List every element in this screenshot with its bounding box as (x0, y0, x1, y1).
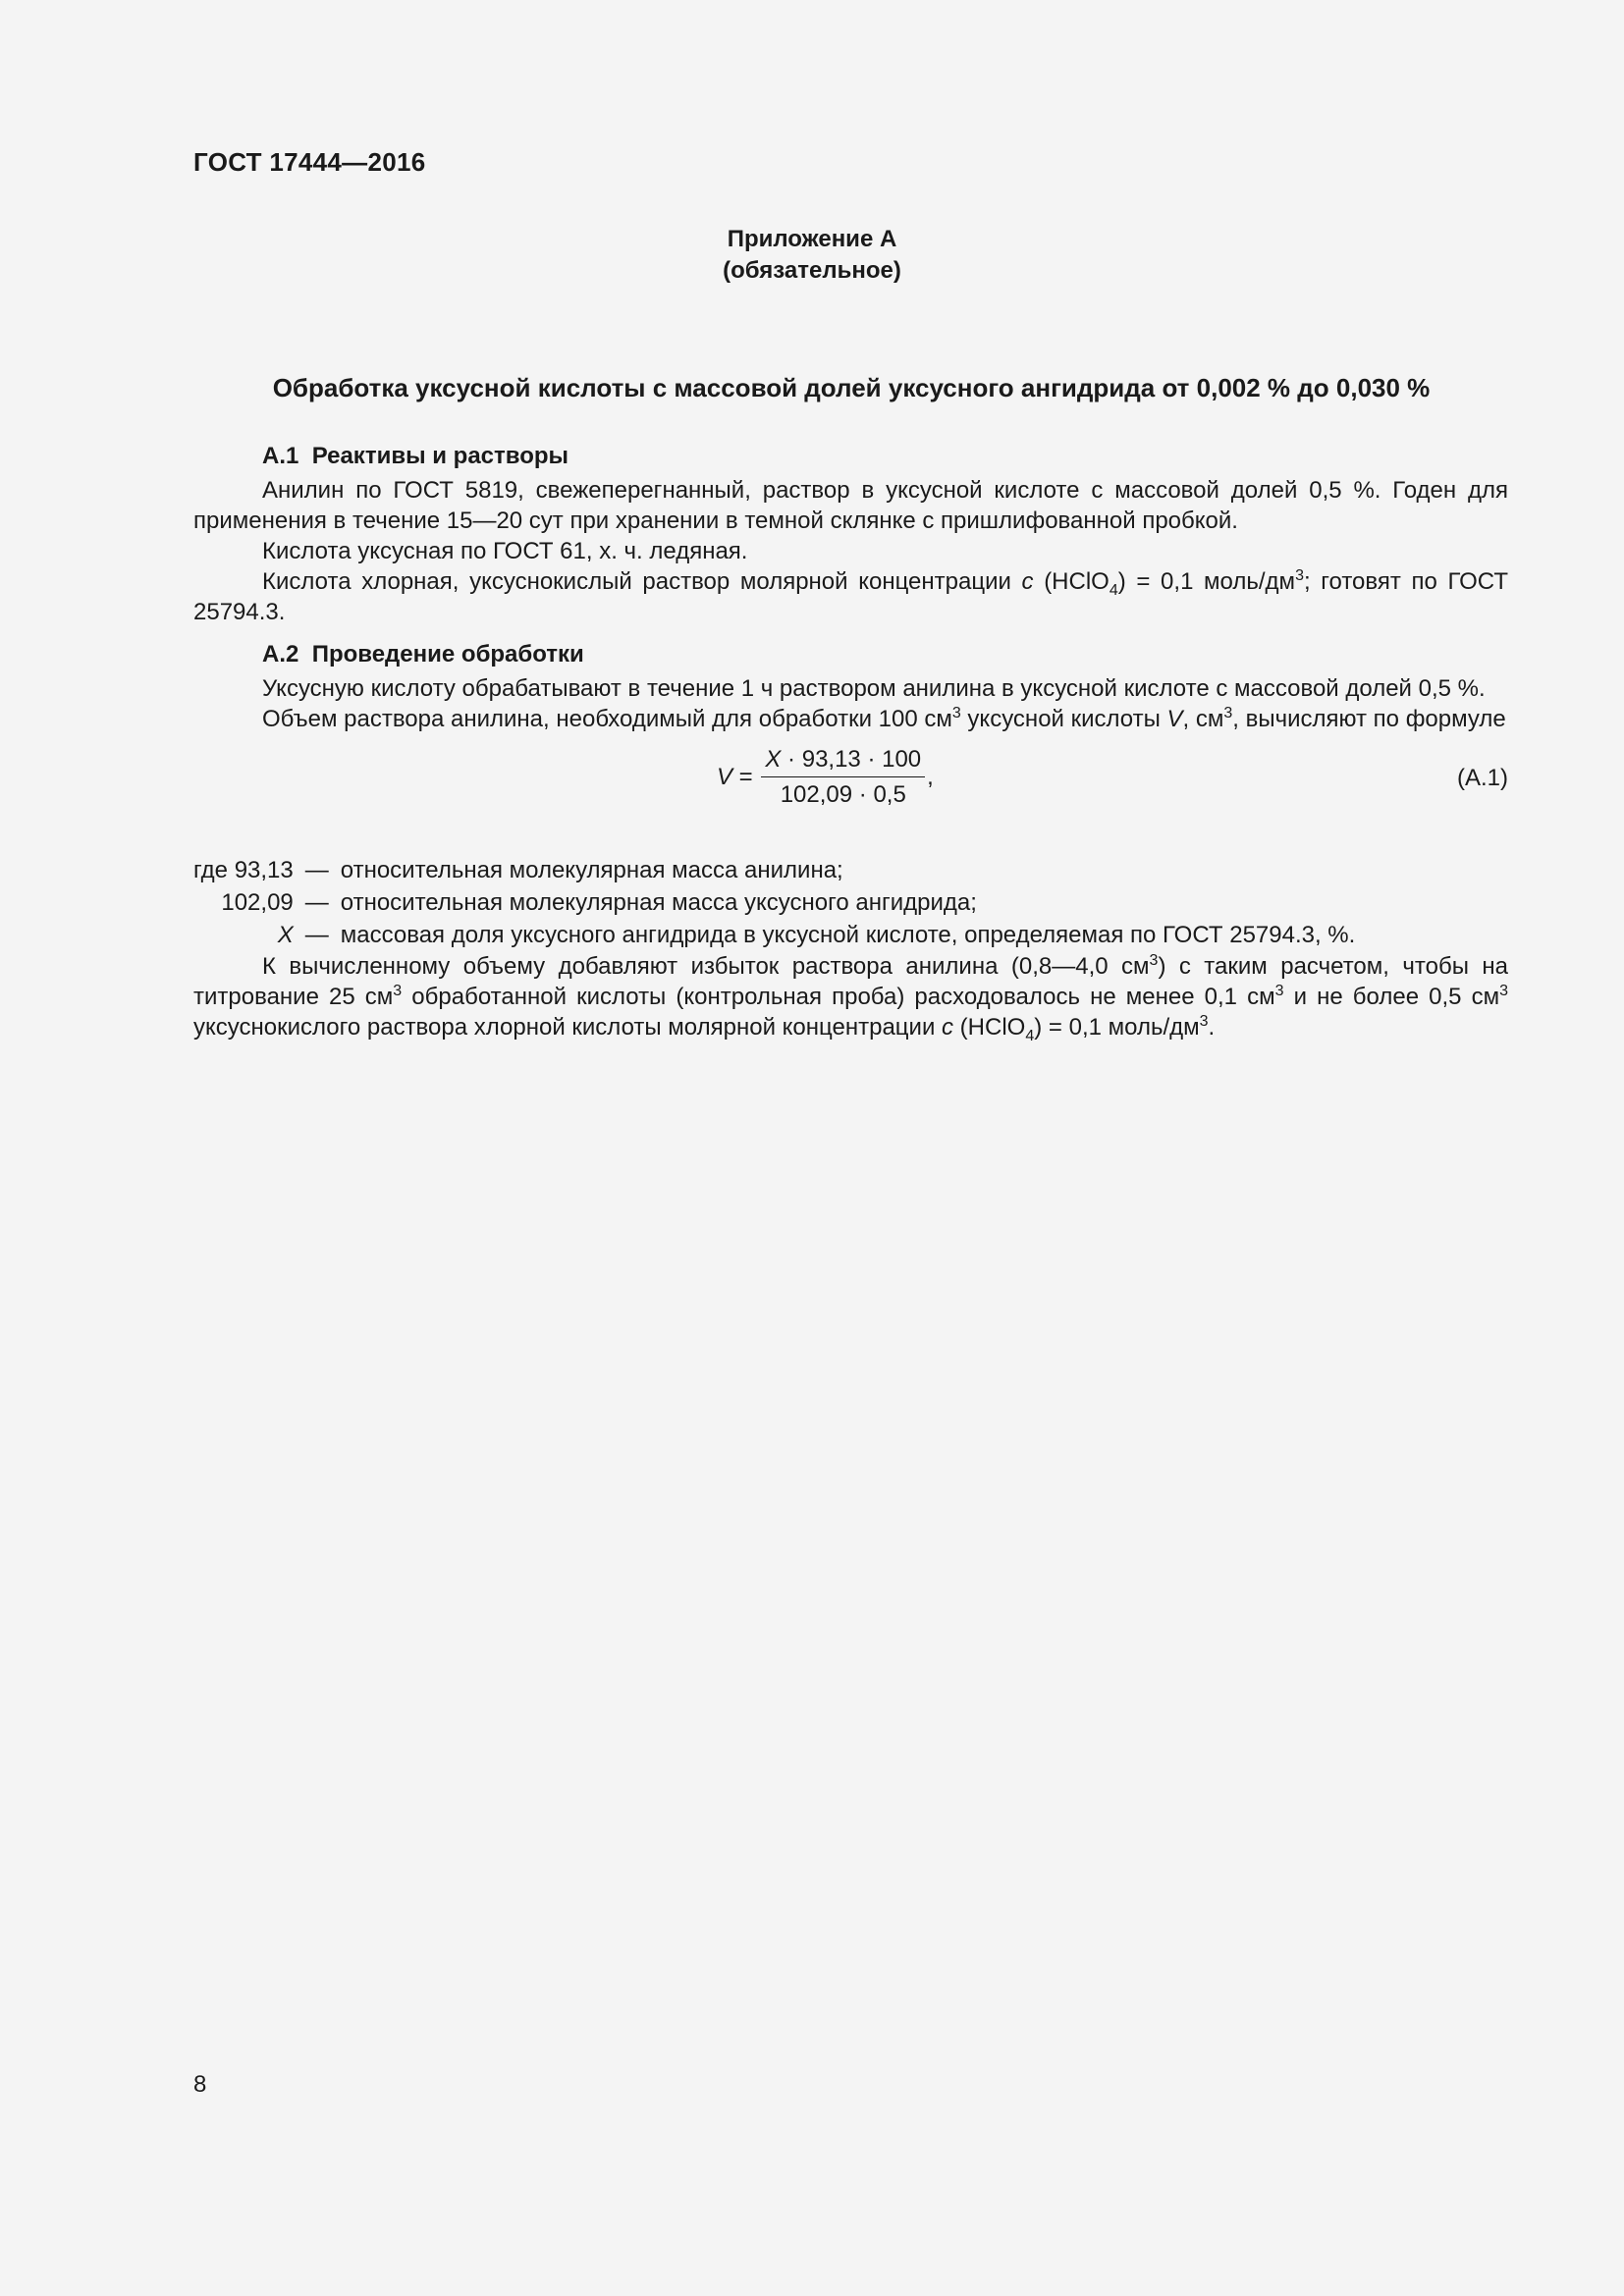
page-number: 8 (193, 2071, 207, 2098)
a2-paragraph-2: Объем раствора анилина, необходимый для обработки 100 $см^3$ уксусной кислоты V, $см^3$, вычисляют по формуле (262, 705, 1506, 732)
appendix-status: (обязательное) (723, 257, 901, 284)
formula-numerator: X · 93,13 · 100 (761, 744, 925, 777)
formula-lhs: V (717, 764, 733, 790)
formula-equals: = (732, 764, 760, 790)
formula-expression: V = $\frac{X \cdot 93,13 \cdot 100}{102,09 \cdot 0,5}$ , (717, 746, 934, 808)
where-row (193, 886, 1355, 919)
where-symbol: 102,09 (221, 889, 294, 916)
document-code: ГОСТ 17444—2016 (193, 147, 426, 177)
where-legend (193, 854, 1355, 951)
where-text: относительная молекулярная масса уксусного ангидрида; (340, 889, 977, 916)
a1-paragraph-1: Анилин по ГОСТ 5819, свежеперегнанный, раствор в уксусной кислоте с массовой долей 0,5 %. Годен для применения в течение 15—20 сут при хранении в темной склянке с пришлифованной пробкой. (193, 477, 1508, 534)
formula-fraction (761, 744, 925, 810)
where-row (193, 919, 1355, 951)
appendix-heading (0, 224, 1624, 287)
where-symbol: X (277, 922, 294, 948)
where-dash: — (304, 857, 329, 883)
section-a2-heading: А.2 Проведение обработки (262, 641, 584, 667)
where-row (193, 854, 1355, 886)
where-text: массовая доля уксусного ангидрида в уксусной кислоте, определяемая по ГОСТ 25794.3, %. (340, 922, 1356, 948)
appendix-label: Приложение А (727, 226, 897, 252)
final-paragraph: К вычисленному объему добавляют избыток раствора анилина (0,8—4,0 $см^3$) с таким расчетом, чтобы на титрование 25 $см^3$ обработанной кислоты (контрольная проба) расходовалось не менее 0,1 $см^3$ и не более 0,5 $см^3$ уксуснокислого раствора хлорной кислоты молярной концентрации c (HClO$_4$) = 0,1 моль/$дм^3$. (193, 952, 1509, 1044)
a2-paragraph-1: Уксусную кислоту обрабатывают в течение 1 ч раствором анилина в уксусной кислоте с массовой долей 0,5 %. (262, 675, 1486, 702)
formula-number: (А.1) (1456, 765, 1508, 791)
a1-paragraph-2: Кислота уксусная по ГОСТ 61, х. ч. ледяная. (262, 538, 748, 564)
where-dash: — (304, 922, 329, 948)
where-symbol: где 93,13 (193, 857, 294, 883)
appendix-body (193, 441, 1508, 1042)
where-text: относительная молекулярная масса анилина; (340, 857, 843, 883)
formula-a1 (193, 744, 1508, 825)
section-a1-heading: А.1 Реактивы и растворы (262, 443, 569, 469)
formula-denominator: 102,09 · 0,5 (780, 781, 906, 808)
where-dash: — (304, 889, 329, 916)
appendix-title: Обработка уксусной кислоты с массовой долей уксусного ангидрида от 0,002 % до 0,030 % (272, 373, 1431, 402)
a1-paragraph-3: Кислота хлорная, уксуснокислый раствор молярной концентрации c (HClO$_4$) = 0,1 моль/$дм^3$; готовят по ГОСТ 25794.3. (193, 567, 1509, 625)
